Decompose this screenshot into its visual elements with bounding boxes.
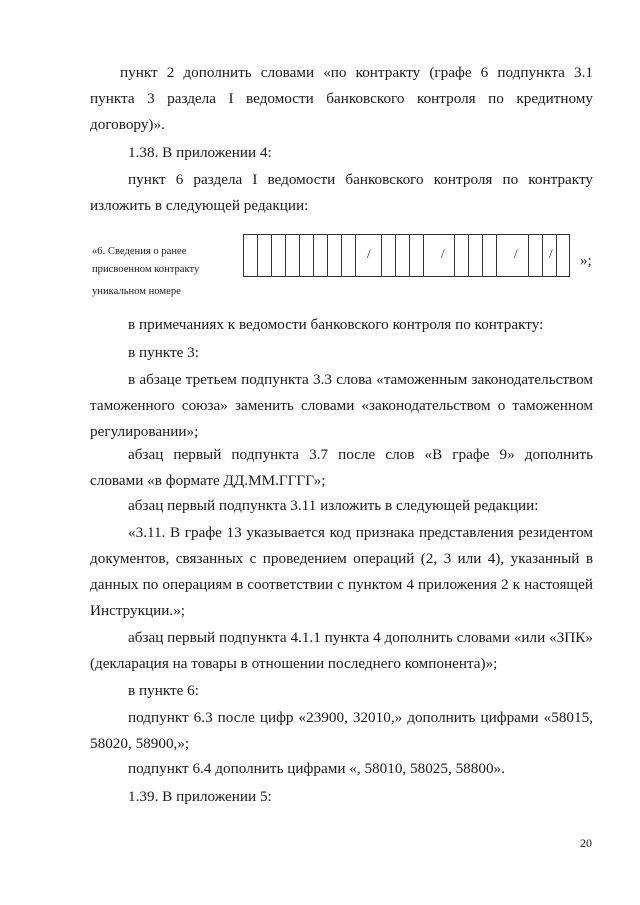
paragraph-14-text: 1.39. В приложении 5: (128, 788, 272, 805)
paragraph-12 (90, 705, 593, 757)
form-field-label-line-1: «6. Сведения о ранее (92, 246, 187, 257)
cell-divider (409, 235, 410, 276)
cell-divider (355, 235, 356, 276)
cell-divider (257, 235, 258, 276)
paragraph-2 (90, 140, 593, 166)
paragraph-9 (90, 520, 593, 624)
cell-separator-slash: / (549, 246, 553, 261)
paragraph-7 (90, 442, 593, 494)
paragraph-10 (90, 625, 593, 677)
cell-divider (468, 235, 469, 276)
cell-divider (542, 235, 543, 276)
paragraph-5 (90, 340, 593, 366)
cell-divider (285, 235, 286, 276)
paragraph-14 (90, 784, 593, 810)
cell-divider (423, 235, 424, 276)
paragraph-11-text: в пункте 6: (128, 682, 199, 699)
paragraph-4 (90, 312, 593, 338)
paragraph-1-text: пункт 2 дополнить словами «по контракту (графе 6 подпункта 3.1 пункта 3 раздела I ведомости банковского контроля по кредитному договору)». (90, 64, 593, 133)
form-field-label-line-2: присвоенном контракту (92, 264, 200, 275)
paragraph-3 (90, 167, 593, 219)
cell-divider (381, 235, 382, 276)
cell-divider (496, 235, 497, 276)
paragraph-11 (90, 678, 593, 704)
cell-divider (556, 235, 557, 276)
cell-divider (313, 235, 314, 276)
form-field-label (92, 243, 232, 301)
paragraph-6 (90, 367, 593, 445)
paragraph-8 (90, 493, 593, 519)
page-number: 20 (580, 836, 592, 850)
paragraph-7-text: абзац первый подпункта 3.7 после слов «В графе 9» дополнить словами «в формате ДД.ММ.ГГГГ»; (90, 446, 593, 489)
paragraph-1 (90, 60, 593, 138)
cell-divider (482, 235, 483, 276)
paragraph-6-text: в абзаце третьем подпункта 3.3 слова «таможенным законодательством таможенного союза» заменить словами «законодательством о таможенном регулировании»; (90, 371, 593, 440)
paragraph-13 (90, 756, 593, 782)
paragraph-9-text: «3.11. В графе 13 указывается код признака представления резидентом документов, связанных с проведением операций (2, 3 или 4), указанный в данных по операциям в соответствии с пунктом 4 приложения 2 к настоящей Инструкции.»; (90, 524, 593, 619)
cell-separator-slash: / (367, 246, 371, 261)
cell-separator-slash: / (441, 246, 445, 261)
paragraph-13-text: подпункт 6.4 дополнить цифрами «, 58010, 58025, 58800». (128, 760, 505, 777)
cell-divider (528, 235, 529, 276)
cell-divider (327, 235, 328, 276)
cell-divider (454, 235, 455, 276)
paragraph-10-text: абзац первый подпункта 4.1.1 пункта 4 дополнить словами «или «ЗПК» (декларация на товары в отношении последнего компонента)»; (90, 629, 593, 672)
paragraph-4-text: в примечаниях к ведомости банковского контроля по контракту: (128, 316, 544, 333)
paragraph-2-text: 1.38. В приложении 4: (128, 144, 272, 161)
unique-number-cell-grid (243, 234, 570, 277)
paragraph-5-text: в пункте 3: (128, 344, 199, 361)
paragraph-12-text: подпункт 6.3 после цифр «23900, 32010,» дополнить цифрами «58015, 58020, 58900,»; (90, 709, 593, 752)
paragraph-8-text: абзац первый подпункта 3.11 изложить в следующей редакции: (128, 497, 539, 514)
cell-divider (341, 235, 342, 276)
paragraph-3-text: пункт 6 раздела I ведомости банковского контроля по контракту изложить в следующей редакции: (90, 171, 593, 214)
cell-divider (299, 235, 300, 276)
cell-separator-slash: / (514, 246, 518, 261)
form-field-label-line-3: уникальном номере (92, 286, 181, 297)
cell-divider (395, 235, 396, 276)
form-closing-quote: »; (580, 253, 592, 269)
cell-divider (271, 235, 272, 276)
